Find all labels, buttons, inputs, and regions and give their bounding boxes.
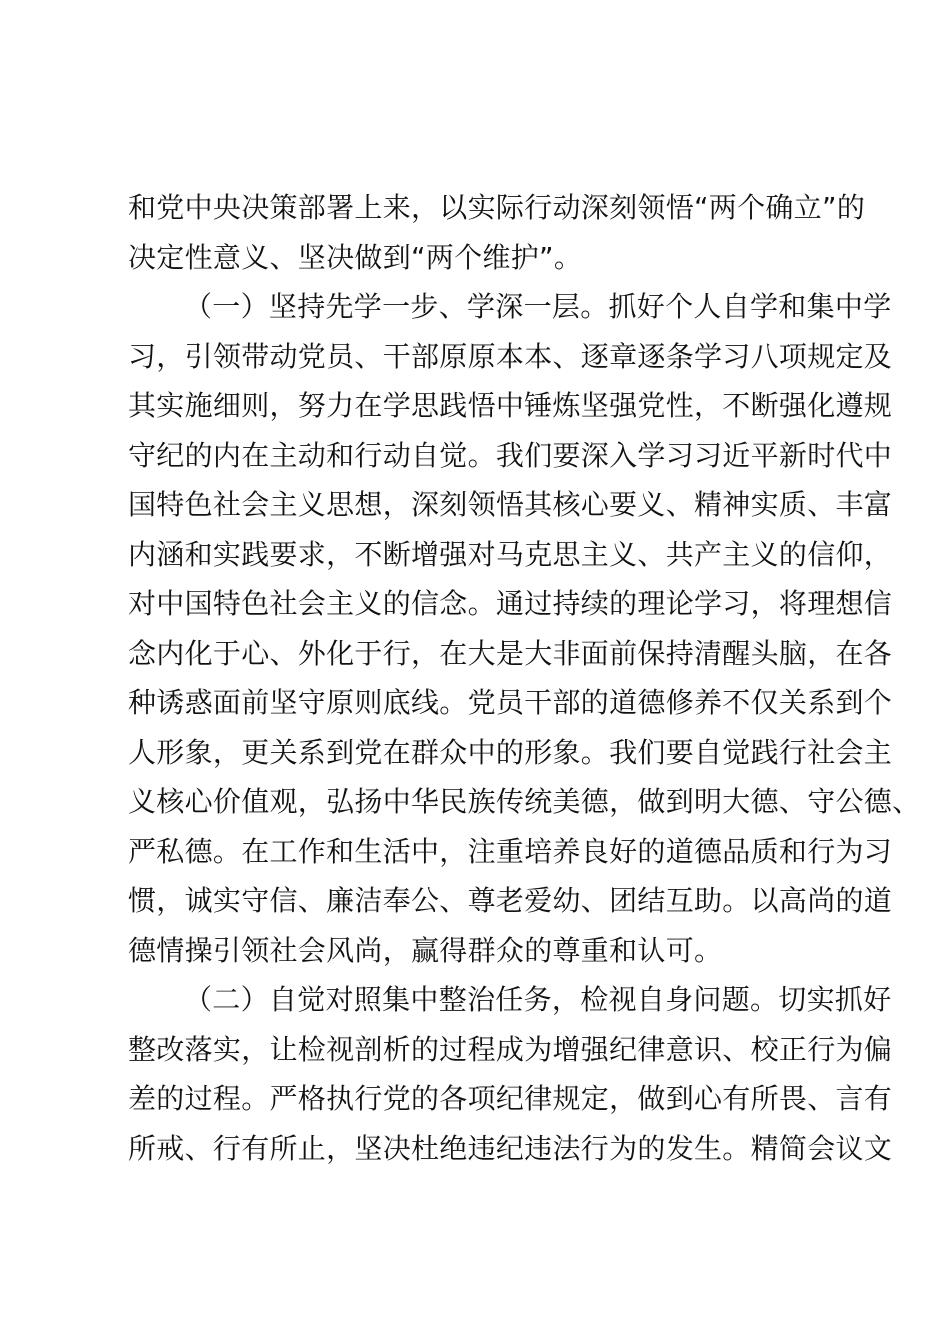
text-line: 义核心价值观，弘扬中华民族传统美德，做到明大德、守公德、 — [128, 785, 921, 818]
text-line: 整改落实，让检视剖析的过程成为增强纪律意识、校正行为偏 — [128, 1032, 893, 1066]
text-line: 差的过程。严格执行党的各项纪律规定，做到心有所畏、言有 — [128, 1082, 893, 1115]
text-line: 德情操引领社会风尚，赢得群众的尊重和认可。 — [128, 933, 723, 967]
text-line: 决定性意义、坚决做到“两个维护”。 — [128, 240, 583, 274]
text-line: 内涵和实践要求，不断增强对马克思主义、共产主义的信仰， — [128, 537, 893, 571]
paragraph-rectification — [128, 975, 893, 1173]
text-line: （一）坚持先学一步、学深一层。抓好个人自学和集中学 — [184, 290, 892, 323]
text-line: 守纪的内在主动和行动自觉。我们要深入学习习近平新时代中 — [128, 438, 893, 472]
paragraph-study — [128, 282, 921, 975]
text-line: 种诱惑面前坚守原则底线。党员干部的道德修养不仅关系到个 — [128, 686, 893, 719]
text-line: 习，引领带动党员、干部原原本本、逐章逐条学习八项规定及 — [128, 339, 893, 373]
continuation-paragraph — [128, 183, 866, 282]
text-line: 念内化于心、外化于行，在大是大非面前保持清醒头脑，在各 — [128, 636, 893, 670]
text-line: 所戒、行有所止，坚决杜绝违纪违法行为的发生。精简会议文 — [128, 1131, 893, 1165]
text-line: （二）自觉对照集中整治任务，检视自身问题。切实抓好 — [184, 983, 892, 1016]
text-line: 惯，诚实守信、廉洁奉公、尊老爱幼、团结互助。以高尚的道 — [128, 884, 893, 917]
document-body — [128, 183, 921, 1173]
text-line: 国特色社会主义思想，深刻领悟其核心要义、精神实质、丰富 — [128, 488, 893, 521]
text-line: 对中国特色社会主义的信念。通过持续的理论学习，将理想信 — [128, 587, 893, 620]
text-line: 人形象，更关系到党在群众中的形象。我们要自觉践行社会主 — [128, 735, 893, 769]
text-line: 和党中央决策部署上来，以实际行动深刻领悟“两个确立”的 — [128, 191, 866, 224]
text-line: 其实施细则，努力在学思践悟中锤炼坚强党性，不断强化遵规 — [128, 389, 893, 422]
text-line: 严私德。在工作和生活中，注重培养良好的道德品质和行为习 — [128, 834, 893, 868]
